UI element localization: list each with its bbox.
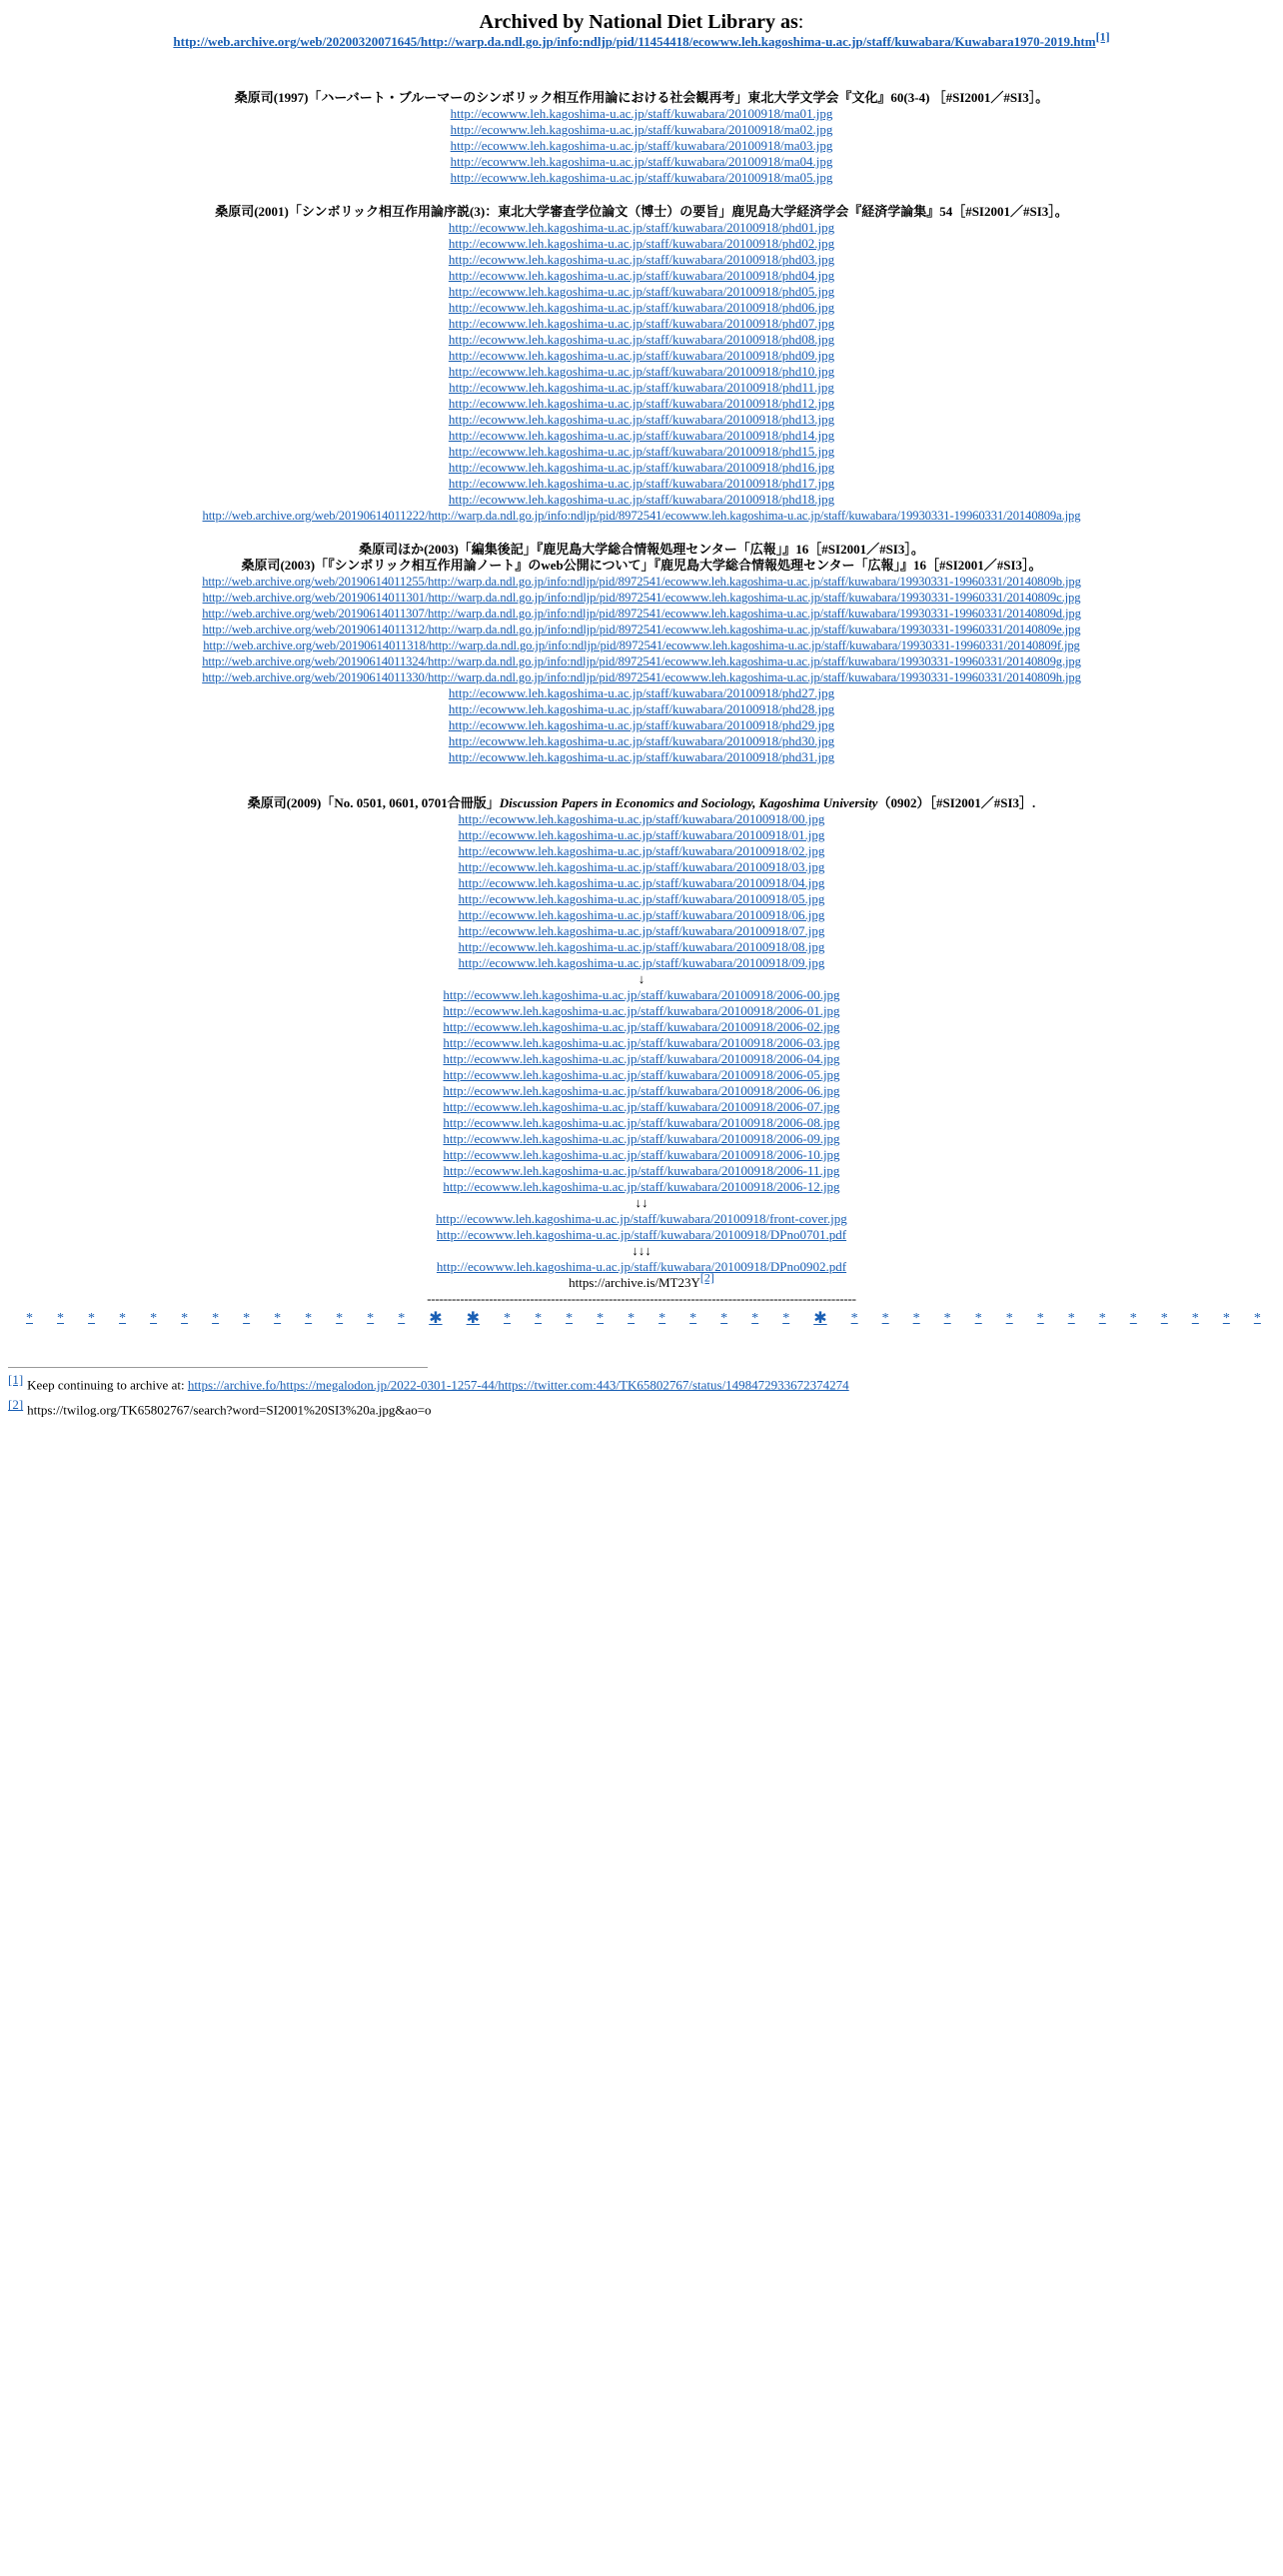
star-link[interactable]: *	[850, 1311, 858, 1326]
archive-image-link[interactable]: http://ecowww.leh.kagoshima-u.ac.jp/staff/kuwabara/20100918/phd29.jpg	[448, 717, 835, 732]
section-2009-links-b	[0, 987, 1283, 1195]
star-link[interactable]: *	[689, 1311, 697, 1326]
star-link[interactable]: *	[782, 1311, 790, 1326]
archive-image-link[interactable]: http://ecowww.leh.kagoshima-u.ac.jp/staff/kuwabara/20100918/phd09.jpg	[448, 348, 835, 363]
star-link[interactable]: *	[88, 1311, 96, 1326]
archive-heading	[0, 10, 1283, 34]
footnote-1-backref[interactable]: [1]	[8, 1372, 24, 1387]
star-link[interactable]: *	[336, 1311, 344, 1326]
star-link[interactable]: *	[881, 1311, 889, 1326]
archive-image-link[interactable]: http://ecowww.leh.kagoshima-u.ac.jp/staff/kuwabara/20100918/phd07.jpg	[448, 316, 835, 331]
section-2003	[0, 542, 1283, 765]
section-2009	[0, 795, 1283, 1307]
archive-image-link[interactable]: http://ecowww.leh.kagoshima-u.ac.jp/staff/kuwabara/20100918/2006-10.jpg	[443, 1147, 840, 1162]
archive-image-link[interactable]: http://ecowww.leh.kagoshima-u.ac.jp/staff/kuwabara/20100918/00.jpg	[458, 811, 825, 826]
archive-image-link[interactable]: http://ecowww.leh.kagoshima-u.ac.jp/staff/kuwabara/20100918/phd28.jpg	[448, 701, 835, 716]
section-1997	[0, 90, 1283, 186]
archive-image-link[interactable]: http://web.archive.org/web/20190614011301/http://warp.da.ndl.go.jp/info:ndljp/pid/8972541/ecowww.leh.kagoshima-u.ac.jp/staff/kuwabara/19930331-19960331/20140809c.jpg	[202, 591, 1081, 605]
star-link[interactable]: *	[943, 1311, 951, 1326]
footnote-ref-1[interactable]: [1]	[1095, 29, 1110, 44]
star-link[interactable]: *	[57, 1311, 65, 1326]
footnote-ref-2[interactable]: [2]	[699, 1270, 714, 1285]
archive-image-link[interactable]: http://ecowww.leh.kagoshima-u.ac.jp/staff/kuwabara/20100918/03.jpg	[458, 859, 825, 874]
archive-image-link[interactable]: http://web.archive.org/web/20190614011307/http://warp.da.ndl.go.jp/info:ndljp/pid/8972541/ecowww.leh.kagoshima-u.ac.jp/staff/kuwabara/19930331-19960331/20140809d.jpg	[202, 607, 1081, 621]
star-link[interactable]: *	[305, 1311, 313, 1326]
archive-image-link[interactable]: http://ecowww.leh.kagoshima-u.ac.jp/staff/kuwabara/20100918/2006-05.jpg	[443, 1067, 840, 1082]
archive-image-link[interactable]: http://ecowww.leh.kagoshima-u.ac.jp/staff/kuwabara/20100918/ma05.jpg	[450, 170, 833, 185]
section-2001-links	[0, 220, 1283, 524]
section-2009-title-pre: 桑原司(2009)「No. 0501, 0601, 0701合冊版」	[247, 795, 500, 810]
section-2009-title-post: （0902）［#SI2001／#SI3］.	[877, 795, 1036, 810]
star-link[interactable]: *	[974, 1311, 982, 1326]
archive-image-link[interactable]: http://ecowww.leh.kagoshima-u.ac.jp/staff/kuwabara/20100918/2006-06.jpg	[443, 1083, 840, 1098]
archive-image-link[interactable]: http://ecowww.leh.kagoshima-u.ac.jp/staff/kuwabara/20100918/phd04.jpg	[448, 268, 835, 283]
section-1997-title: 桑原司(1997)「ハーバート・ブルーマーのシンボリック相互作用論における社会観再考」東北大学文学会『文化』60(3-4) ［#SI2001／#SI3］。	[234, 90, 1049, 105]
star-link[interactable]: *	[566, 1311, 574, 1326]
section-2009-links-c	[0, 1211, 1283, 1243]
archive-image-link[interactable]: http://ecowww.leh.kagoshima-u.ac.jp/staff/kuwabara/20100918/phd30.jpg	[448, 733, 835, 748]
archive-image-link[interactable]: http://ecowww.leh.kagoshima-u.ac.jp/staff/kuwabara/20100918/phd27.jpg	[448, 685, 835, 700]
archive-image-link[interactable]: http://ecowww.leh.kagoshima-u.ac.jp/staff/kuwabara/20100918/2006-02.jpg	[443, 1019, 840, 1034]
star-link[interactable]: *	[720, 1311, 728, 1326]
star-link[interactable]: *	[597, 1311, 605, 1326]
star-link[interactable]: *	[367, 1311, 375, 1326]
spacer	[0, 765, 1283, 795]
star-link[interactable]: *	[181, 1311, 189, 1326]
archive-image-link[interactable]: http://ecowww.leh.kagoshima-u.ac.jp/staff/kuwabara/20100918/phd10.jpg	[448, 364, 835, 379]
archive-image-link[interactable]: http://ecowww.leh.kagoshima-u.ac.jp/staff/kuwabara/20100918/01.jpg	[458, 827, 825, 842]
archive-image-link[interactable]: http://web.archive.org/web/20190614011330/http://warp.da.ndl.go.jp/info:ndljp/pid/8972541/ecowww.leh.kagoshima-u.ac.jp/staff/kuwabara/19930331-19960331/20140809h.jpg	[202, 670, 1081, 684]
archive-image-link[interactable]: http://ecowww.leh.kagoshima-u.ac.jp/staff/kuwabara/20100918/phd18.jpg	[448, 492, 835, 507]
star-link[interactable]: *	[1160, 1311, 1168, 1326]
archive-image-link[interactable]: http://ecowww.leh.kagoshima-u.ac.jp/staff/kuwabara/20100918/06.jpg	[458, 907, 825, 922]
section-2009-title	[0, 795, 1283, 811]
footnote-2-backref[interactable]: [2]	[8, 1397, 24, 1413]
down-arrow-2: ↓↓	[635, 1195, 648, 1210]
star-links-row	[0, 1311, 1283, 1327]
star-link[interactable]: *	[1098, 1311, 1106, 1326]
archive-image-link[interactable]: http://ecowww.leh.kagoshima-u.ac.jp/staff/kuwabara/20100918/phd03.jpg	[448, 252, 835, 267]
section-2009-links-a	[0, 811, 1283, 971]
archive-image-link[interactable]: http://ecowww.leh.kagoshima-u.ac.jp/staff/kuwabara/20100918/ma03.jpg	[450, 138, 833, 153]
footnote-1-link[interactable]: https://archive.fo/https://megalodon.jp/2022-0301-1257-44/https://twitter.com:443/TK65802767/status/1498472933672374274	[187, 1377, 849, 1393]
section-2009-links-d	[0, 1259, 1283, 1275]
archive-image-link[interactable]: http://web.archive.org/web/20190614011324/http://warp.da.ndl.go.jp/info:ndljp/pid/8972541/ecowww.leh.kagoshima-u.ac.jp/staff/kuwabara/19930331-19960331/20140809g.jpg	[202, 654, 1081, 668]
section-2003-title-a: 桑原司ほか(2003)「編集後記」『鹿児島大学総合情報処理センター「広報」』16［#SI2001／#SI3］。	[359, 542, 924, 557]
star-link[interactable]: *	[119, 1311, 127, 1326]
star-link[interactable]: *	[1036, 1311, 1044, 1326]
star-link[interactable]: *	[1005, 1311, 1013, 1326]
archive-image-link[interactable]: http://ecowww.leh.kagoshima-u.ac.jp/staff/kuwabara/20100918/2006-09.jpg	[443, 1131, 840, 1146]
archive-image-link[interactable]: http://ecowww.leh.kagoshima-u.ac.jp/staff/kuwabara/20100918/2006-03.jpg	[443, 1035, 840, 1050]
star-link[interactable]: *	[398, 1311, 406, 1326]
star-link[interactable]: ✱	[813, 1310, 827, 1327]
footnote-divider	[8, 1367, 428, 1368]
star-link[interactable]: *	[535, 1311, 543, 1326]
archive-image-link[interactable]: http://ecowww.leh.kagoshima-u.ac.jp/staff/kuwabara/20100918/08.jpg	[458, 939, 825, 954]
archive-image-link[interactable]: http://ecowww.leh.kagoshima-u.ac.jp/staff/kuwabara/20100918/2006-01.jpg	[443, 1003, 840, 1018]
archive-image-link[interactable]: http://ecowww.leh.kagoshima-u.ac.jp/staff/kuwabara/20100918/phd05.jpg	[448, 284, 835, 299]
archive-heading-text: Archived by National Diet Library as	[479, 11, 798, 33]
section-2009-journal: Discussion Papers in Economics and Sociology, Kagoshima University	[499, 795, 878, 810]
down-arrow-1: ↓	[638, 971, 645, 986]
star-link[interactable]: *	[212, 1311, 220, 1326]
archive-image-link[interactable]: http://ecowww.leh.kagoshima-u.ac.jp/staff/kuwabara/20100918/ma01.jpg	[450, 106, 833, 121]
archive-image-link[interactable]: http://ecowww.leh.kagoshima-u.ac.jp/staff/kuwabara/20100918/2006-08.jpg	[443, 1115, 840, 1130]
star-link[interactable]: *	[150, 1311, 158, 1326]
page	[0, 10, 1283, 1419]
archive-image-link[interactable]: http://ecowww.leh.kagoshima-u.ac.jp/staff/kuwabara/20100918/phd08.jpg	[448, 332, 835, 347]
footnote-1	[8, 1372, 1283, 1393]
archive-image-link[interactable]: http://ecowww.leh.kagoshima-u.ac.jp/staff/kuwabara/20100918/phd16.jpg	[448, 460, 835, 475]
archive-image-link[interactable]: http://ecowww.leh.kagoshima-u.ac.jp/staff/kuwabara/20100918/05.jpg	[458, 891, 825, 906]
archive-image-link[interactable]: http://ecowww.leh.kagoshima-u.ac.jp/staff/kuwabara/20100918/2006-11.jpg	[443, 1163, 840, 1178]
archive-image-link[interactable]: http://ecowww.leh.kagoshima-u.ac.jp/staff/kuwabara/20100918/phd15.jpg	[448, 444, 835, 459]
star-link[interactable]: *	[504, 1311, 512, 1326]
star-link[interactable]: *	[1222, 1311, 1230, 1326]
star-link[interactable]: *	[628, 1311, 636, 1326]
archive-image-link[interactable]: http://ecowww.leh.kagoshima-u.ac.jp/staff/kuwabara/20100918/2006-04.jpg	[443, 1051, 840, 1066]
archive-image-link[interactable]: http://ecowww.leh.kagoshima-u.ac.jp/staff/kuwabara/20100918/09.jpg	[458, 955, 825, 970]
spacer	[0, 50, 1283, 90]
star-link[interactable]: *	[1129, 1311, 1137, 1326]
star-link[interactable]: *	[751, 1311, 759, 1326]
archive-image-link[interactable]: http://ecowww.leh.kagoshima-u.ac.jp/staff/kuwabara/20100918/ma02.jpg	[450, 122, 833, 137]
section-2001-title: 桑原司(2001)「シンボリック相互作用論序説(3)：東北大学審査学位論文（博士）の要旨」鹿児島大学経済学会『経済学論集』54［#SI2001／#SI3］。	[215, 204, 1068, 219]
star-link[interactable]: *	[1253, 1311, 1261, 1326]
footnote-2	[8, 1397, 1283, 1418]
archive-image-link[interactable]: http://ecowww.leh.kagoshima-u.ac.jp/staff/kuwabara/20100918/ma04.jpg	[450, 154, 833, 169]
spacer	[0, 1327, 1283, 1367]
star-link[interactable]: ✱	[466, 1310, 481, 1327]
archive-image-link[interactable]: http://ecowww.leh.kagoshima-u.ac.jp/staff/kuwabara/20100918/2006-00.jpg	[443, 987, 840, 1002]
archive-image-link[interactable]: http://web.archive.org/web/20190614011312/http://warp.da.ndl.go.jp/info:ndljp/pid/8972541/ecowww.leh.kagoshima-u.ac.jp/staff/kuwabara/19930331-19960331/20140809e.jpg	[202, 623, 1081, 637]
archive-image-link[interactable]: http://ecowww.leh.kagoshima-u.ac.jp/staff/kuwabara/20100918/phd17.jpg	[448, 476, 835, 491]
section-1997-links	[0, 106, 1283, 186]
archive-image-link[interactable]: http://ecowww.leh.kagoshima-u.ac.jp/staff/kuwabara/20100918/phd06.jpg	[448, 300, 835, 315]
archive-image-link[interactable]: http://ecowww.leh.kagoshima-u.ac.jp/staff/kuwabara/20100918/02.jpg	[458, 843, 825, 858]
section-2003-links	[0, 574, 1283, 765]
archive-image-link[interactable]: http://ecowww.leh.kagoshima-u.ac.jp/staff/kuwabara/20100918/DPno0902.pdf	[436, 1259, 847, 1274]
archive-image-link[interactable]: http://ecowww.leh.kagoshima-u.ac.jp/staff/kuwabara/20100918/phd31.jpg	[448, 749, 835, 764]
archive-image-link[interactable]: http://ecowww.leh.kagoshima-u.ac.jp/staff/kuwabara/20100918/phd01.jpg	[448, 220, 835, 235]
archive-url-link[interactable]: http://web.archive.org/web/20200320071645/http://warp.da.ndl.go.jp/info:ndljp/pid/11454418/ecowww.leh.kagoshima-u.ac.jp/staff/kuwabara/Kuwabara1970-2019.htm	[173, 34, 1096, 49]
footnote-2-text: https://twilog.org/TK65802767/search?word=SI2001%20SI3%20a.jpg&ao=o	[27, 1402, 432, 1418]
section-2001	[0, 204, 1283, 524]
archive-image-link[interactable]: http://ecowww.leh.kagoshima-u.ac.jp/staff/kuwabara/20100918/front-cover.jpg	[436, 1211, 847, 1226]
archive-image-link[interactable]: http://ecowww.leh.kagoshima-u.ac.jp/staff/kuwabara/20100918/phd13.jpg	[448, 412, 835, 427]
star-link[interactable]: *	[658, 1311, 666, 1326]
dash-separator: --------------------------------------------------------------------------------------------------------	[427, 1291, 856, 1306]
footnote-1-text: Keep continuing to archive at:	[27, 1377, 188, 1393]
archive-image-link[interactable]: http://ecowww.leh.kagoshima-u.ac.jp/staff/kuwabara/20100918/phd02.jpg	[448, 236, 835, 251]
down-arrow-3: ↓↓↓	[632, 1243, 651, 1258]
star-link[interactable]: *	[1191, 1311, 1199, 1326]
star-link[interactable]: *	[26, 1311, 33, 1326]
section-2003-title-b: 桑原司(2003)「『シンボリック相互作用論ノート』のweb公開について」『鹿児島大学総合情報処理センター「広報」』16［#SI2001／#SI3］。	[241, 558, 1042, 573]
archive-url-line	[0, 29, 1283, 50]
archive-image-link[interactable]: http://ecowww.leh.kagoshima-u.ac.jp/staff/kuwabara/20100918/phd14.jpg	[448, 428, 835, 443]
archive-image-link[interactable]: http://ecowww.leh.kagoshima-u.ac.jp/staff/kuwabara/20100918/DPno0701.pdf	[436, 1227, 847, 1242]
archive-heading-colon: :	[797, 11, 804, 33]
archive-is-text: https://archive.is/MT23Y	[569, 1275, 700, 1290]
archive-image-link[interactable]: http://ecowww.leh.kagoshima-u.ac.jp/staff/kuwabara/20100918/phd12.jpg	[448, 396, 835, 411]
archive-image-link[interactable]: http://ecowww.leh.kagoshima-u.ac.jp/staff/kuwabara/20100918/2006-07.jpg	[443, 1099, 840, 1114]
spacer	[0, 524, 1283, 542]
archive-image-link[interactable]: http://ecowww.leh.kagoshima-u.ac.jp/staff/kuwabara/20100918/2006-12.jpg	[443, 1179, 840, 1194]
archive-image-link[interactable]: http://ecowww.leh.kagoshima-u.ac.jp/staff/kuwabara/20100918/07.jpg	[458, 923, 825, 938]
spacer	[0, 186, 1283, 204]
archive-image-link[interactable]: http://ecowww.leh.kagoshima-u.ac.jp/staff/kuwabara/20100918/phd11.jpg	[449, 380, 834, 395]
star-link[interactable]: ✱	[429, 1310, 443, 1327]
archive-image-link[interactable]: http://ecowww.leh.kagoshima-u.ac.jp/staff/kuwabara/20100918/04.jpg	[458, 875, 825, 890]
star-link[interactable]: *	[912, 1311, 920, 1326]
archive-is-line	[0, 1270, 1283, 1291]
archive-image-link[interactable]: http://web.archive.org/web/20190614011222/http://warp.da.ndl.go.jp/info:ndljp/pid/8972541/ecowww.leh.kagoshima-u.ac.jp/staff/kuwabara/19930331-19960331/20140809a.jpg	[202, 509, 1081, 523]
archive-image-link[interactable]: http://web.archive.org/web/20190614011255/http://warp.da.ndl.go.jp/info:ndljp/pid/8972541/ecowww.leh.kagoshima-u.ac.jp/staff/kuwabara/19930331-19960331/20140809b.jpg	[202, 575, 1081, 589]
star-link[interactable]: *	[1067, 1311, 1075, 1326]
archive-image-link[interactable]: http://web.archive.org/web/20190614011318/http://warp.da.ndl.go.jp/info:ndljp/pid/8972541/ecowww.leh.kagoshima-u.ac.jp/staff/kuwabara/19930331-19960331/20140809f.jpg	[203, 639, 1080, 652]
star-link[interactable]: *	[243, 1311, 251, 1326]
star-link[interactable]: *	[274, 1311, 282, 1326]
